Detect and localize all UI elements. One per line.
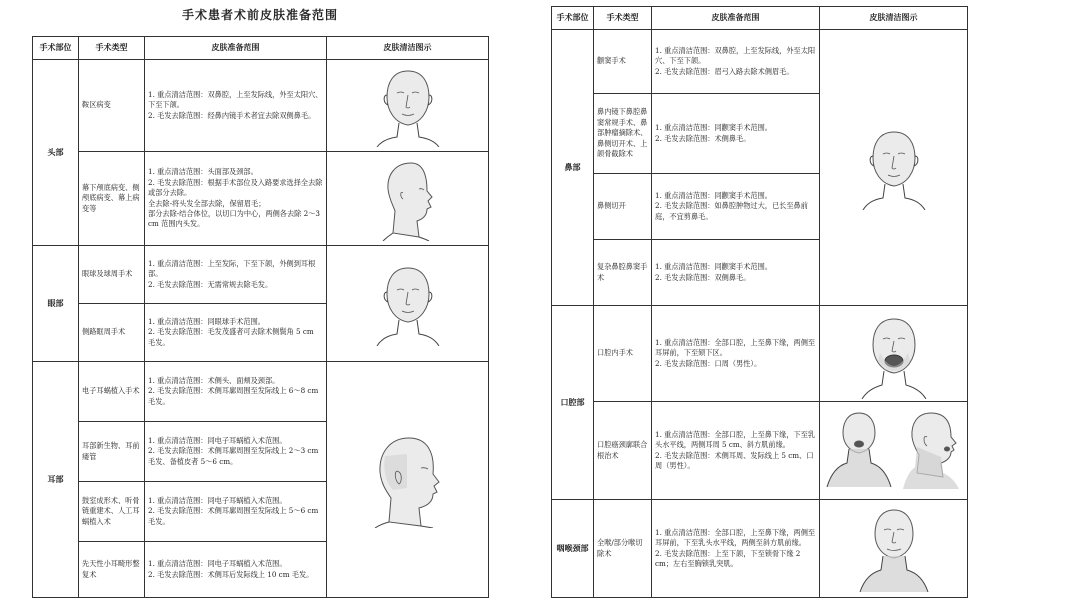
header-surgical-site: 手术部位 xyxy=(33,37,79,60)
prep-line: 1. 重点清洁范围：同电子耳蜗植入术范围。 xyxy=(148,559,287,569)
site-mouth: 口腔部 xyxy=(552,306,594,500)
prep-range xyxy=(145,362,327,422)
prep-line: 2. 毛发去除范围：经鼻内镜手术者宜去除双侧鼻毛。 xyxy=(148,110,316,120)
header-row xyxy=(552,7,968,30)
site-throat-neck: 咽喉颈部 xyxy=(552,500,594,598)
surgery-type: 鼻侧切开 xyxy=(594,174,652,240)
surgery-type: 颧窦手术 xyxy=(594,30,652,94)
prep-line: 2. 毛发去除范围：毛发茂盛者可去除术侧鬓角 5 cm 毛发。 xyxy=(148,327,314,347)
illustration-cell xyxy=(327,362,489,598)
frontal-face-illustration xyxy=(859,126,929,210)
surgery-type: 口腔癌颈廓联合根治术 xyxy=(594,402,652,500)
surgery-type: 口腔内手术 xyxy=(594,306,652,402)
prep-line: 2. 毛发去除范围：如鼻腔肿物过大，已长至鼻前庭，不宜剪鼻毛。 xyxy=(655,201,808,221)
frontal-face-illustration xyxy=(373,262,443,346)
header-row xyxy=(33,37,489,60)
surgery-type: 复杂鼻腔鼻窦手术 xyxy=(594,240,652,306)
illustration-cell xyxy=(820,402,968,500)
prep-line: 1. 重点清洁范围：同颧窦手术范围。 xyxy=(655,190,772,200)
table-row xyxy=(33,60,489,152)
prep-line: 1. 重点清洁范围：同电子耳蜗植入术范围。 xyxy=(148,435,287,445)
prep-line: 2. 毛发去除范围：术侧耳廓周围至发际线上 2～3 cm 毛发、备植皮者 5～6 cm。 xyxy=(148,446,319,466)
prep-range xyxy=(145,246,327,304)
site-head: 头部 xyxy=(33,60,79,246)
prep-range xyxy=(652,174,820,240)
prep-line: 1. 重点清洁范围：全部口腔，上至鼻下缘，两侧至耳屏前，下至乳头水平线，两侧至斜方肌前缘。 xyxy=(655,527,816,548)
prep-line: 2. 毛发去除范围：眉弓入路去除术侧眉毛。 xyxy=(655,66,794,76)
table-row xyxy=(552,306,968,402)
prep-line: 部分去除-结合体位，以切口为中心，两侧各去除 2～3 cm 范围内头发。 xyxy=(148,208,320,229)
header-surgery-type: 手术类型 xyxy=(594,7,652,30)
skin-prep-table-left xyxy=(32,36,489,598)
illustration-cell xyxy=(820,30,968,306)
prep-line: 1. 重点清洁范围：同电子耳蜗植入术范围。 xyxy=(148,495,287,505)
prep-line: 1. 重点清洁范围：双鼻腔，上至发际线，外至太阳穴、下至下颌。 xyxy=(148,89,323,110)
prep-line: 2. 毛发去除范围：根据手术部位及入路要求选择全去除或部分去除。 xyxy=(148,177,323,198)
prep-line: 2. 毛发去除范围：术侧耳周、发际线上 5 cm、口周（男性）。 xyxy=(655,450,814,470)
open-mouth-face-illustration xyxy=(854,309,934,399)
header-cleaning-illustration: 皮肤清洁图示 xyxy=(327,37,489,60)
shaved-head-profile-illustration xyxy=(373,157,443,241)
prep-line: 1. 重点清洁范围：头面部及颈部。 xyxy=(148,167,258,177)
prep-line: 2. 毛发去除范围：术侧耳后发际线上 10 cm 毛发。 xyxy=(148,569,314,579)
surgery-type: 幕下颅底病变、侧颅底病变、幕上病变等 xyxy=(79,152,145,246)
prep-line: 1. 重点清洁范围：同颧窦手术范围。 xyxy=(655,262,772,272)
surgery-type: 先天性小耳畸形整复术 xyxy=(79,542,145,598)
prep-range xyxy=(652,30,820,94)
prep-line: 1. 重点清洁范围：双鼻腔，上至发际线，外至太阳穴、下至下颌。 xyxy=(655,45,816,66)
site-ear: 耳部 xyxy=(33,362,79,598)
header-skin-prep-range: 皮肤准备范围 xyxy=(652,7,820,30)
table-row xyxy=(33,246,489,304)
table-row xyxy=(552,500,968,598)
site-eye: 眼部 xyxy=(33,246,79,362)
prep-line: 2. 毛发去除范围：无需常规去除毛发。 xyxy=(148,279,273,289)
prep-line: 2. 毛发去除范围：术侧耳廓周围至发际线上 6～8 cm 毛发。 xyxy=(148,386,319,406)
surgery-type: 眼球及球周手术 xyxy=(79,246,145,304)
ear-side-profile-illustration xyxy=(363,432,453,528)
prep-line: 2. 毛发去除范围：术侧鼻毛。 xyxy=(655,133,751,143)
prep-range xyxy=(145,422,327,482)
neck-front-illustration xyxy=(854,504,934,594)
frontal-face-illustration xyxy=(373,65,443,147)
surgery-type: 鞍区病变 xyxy=(79,60,145,152)
prep-line: 1. 重点清洁范围：上至发际，下至下颌，外侧到耳根部。 xyxy=(148,258,316,279)
skin-prep-table-right xyxy=(551,6,968,598)
prep-range xyxy=(652,306,820,402)
header-surgical-site: 手术部位 xyxy=(552,7,594,30)
prep-line: 2. 毛发去除范围：上至下颌，下至锁骨下缘 2 cm；左右至胸锁乳突肌。 xyxy=(655,548,801,568)
illustration-cell xyxy=(327,60,489,152)
surgery-type: 鼻内镜下鼻腔鼻窦常规手术、鼻部肿瘤摘除术、鼻侧切开术、上颌骨截除术 xyxy=(594,94,652,174)
prep-line: 1. 重点清洁范围：全部口腔，上至鼻下缘，两侧至耳屏前，下至颏下区。 xyxy=(655,337,816,358)
prep-line: 1. 重点清洁范围：全部口腔，上至鼻下缘，下至乳头水平线，两侧耳周 5 cm、斜方肌前缘。 xyxy=(655,429,816,450)
prep-range xyxy=(652,402,820,500)
prep-line: 2. 毛发去除范围：双侧鼻毛。 xyxy=(655,272,751,282)
prep-line: 2. 毛发去除范围：口周（男性）。 xyxy=(655,358,762,368)
illustration-cell xyxy=(327,246,489,362)
prep-range xyxy=(145,542,327,598)
illustration-cell xyxy=(820,500,968,598)
neck-dissection-front-and-side-illustration xyxy=(823,407,967,495)
illustration-cell xyxy=(327,152,489,246)
prep-range xyxy=(145,152,327,246)
surgery-type: 侧路眶周手术 xyxy=(79,304,145,362)
header-surgery-type: 手术类型 xyxy=(79,37,145,60)
prep-range xyxy=(652,240,820,306)
prep-line: 1. 重点清洁范围：术侧头、面颊及颈部。 xyxy=(148,375,280,385)
prep-line: 1. 重点清洁范围：同颧窦手术范围。 xyxy=(655,123,772,133)
table-row xyxy=(552,402,968,500)
surgery-type: 耳部新生物、耳前瘘管 xyxy=(79,422,145,482)
table-row xyxy=(33,152,489,246)
prep-line: 2. 毛发去除范围：术侧耳廓周围至发际线上 5～6 cm 毛发。 xyxy=(148,506,319,526)
surgery-type: 全喉/部分喉切除术 xyxy=(594,500,652,598)
surgery-type: 电子耳蜗植入手术 xyxy=(79,362,145,422)
table-row xyxy=(33,362,489,422)
header-skin-prep-range: 皮肤准备范围 xyxy=(145,37,327,60)
prep-range xyxy=(145,60,327,152)
site-nose: 鼻部 xyxy=(552,30,594,306)
prep-line: 1. 重点清洁范围：同眼球手术范围。 xyxy=(148,316,265,326)
page-title: 手术患者术前皮肤准备范围 xyxy=(181,8,338,22)
prep-range xyxy=(145,304,327,362)
prep-range xyxy=(145,482,327,542)
prep-range xyxy=(652,94,820,174)
header-cleaning-illustration: 皮肤清洁图示 xyxy=(820,7,968,30)
illustration-cell xyxy=(820,306,968,402)
prep-line: 全去除-将头发全部去除，保留眉毛； xyxy=(148,198,266,208)
surgery-type: 鼓室成形术、听骨链重建术、人工耳蜗植入术 xyxy=(79,482,145,542)
prep-range xyxy=(652,500,820,598)
table-row xyxy=(552,30,968,94)
